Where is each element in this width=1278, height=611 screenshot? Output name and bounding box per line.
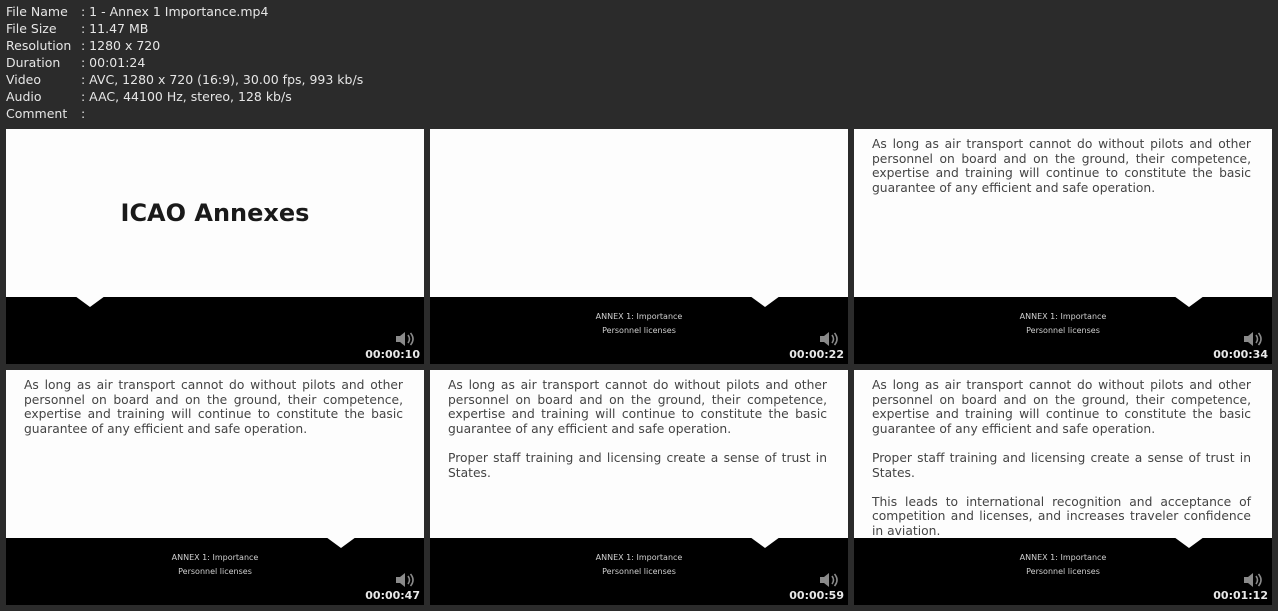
meta-key: File Size <box>6 21 57 36</box>
slide-text <box>872 378 1251 553</box>
slide-paragraph: As long as air transport cannot do without pilots and other personnel on board and on the ground, their competence, expertise and training will continue to constitute the basic guarantee of any efficient and safe operation. <box>24 378 403 436</box>
meta-row-resolution <box>6 37 363 54</box>
video-thumbnail[interactable] <box>430 129 848 364</box>
footer-heading: ANNEX 1: Importance <box>171 553 259 562</box>
footer-subheading: Personnel licenses <box>1026 567 1100 576</box>
slide-paragraph: Proper staff training and licensing create a sense of trust in States. <box>872 450 1251 480</box>
slide-paragraph: As long as air transport cannot do without pilots and other personnel on board and on the ground, their competence, expertise and training will continue to constitute the basic guarantee of any efficient and safe operation. <box>448 378 827 436</box>
meta-value: : AAC, 44100 Hz, stereo, 128 kb/s <box>81 89 292 104</box>
meta-key: Duration <box>6 55 61 70</box>
meta-row-comment <box>6 105 363 122</box>
meta-value: : 00:01:24 <box>81 55 146 70</box>
slide-footer-bar <box>854 297 1272 364</box>
notch-shape <box>75 296 105 307</box>
timestamp: 00:00:59 <box>789 589 844 602</box>
meta-row-file-size <box>6 20 363 37</box>
footer-caption <box>430 310 848 338</box>
footer-caption <box>854 310 1272 338</box>
footer-subheading: Personnel licenses <box>1026 326 1100 335</box>
video-thumbnail[interactable] <box>854 370 1272 605</box>
slide-footer-bar <box>6 297 424 364</box>
meta-key: Video <box>6 72 42 87</box>
footer-heading: ANNEX 1: Importance <box>1019 312 1107 321</box>
timestamp: 00:01:12 <box>1213 589 1268 602</box>
meta-value: : <box>81 106 86 121</box>
slide-text <box>872 137 1251 210</box>
meta-key: Comment <box>6 106 68 121</box>
video-thumbnail[interactable] <box>430 370 848 605</box>
slide-footer-bar <box>430 297 848 364</box>
meta-value: : 11.47 MB <box>81 21 149 36</box>
meta-row-video <box>6 71 363 88</box>
thumbnail-grid <box>6 129 1272 605</box>
slide-text <box>448 378 827 495</box>
footer-subheading: Personnel licenses <box>602 567 676 576</box>
notch-shape <box>1174 296 1204 307</box>
timestamp: 00:00:22 <box>789 348 844 361</box>
footer-caption <box>430 551 848 579</box>
slide-paragraph: As long as air transport cannot do without pilots and other personnel on board and on the ground, their competence, expertise and training will continue to constitute the basic guarantee of any efficient and safe operation. <box>872 137 1251 195</box>
timestamp: 00:00:10 <box>365 348 420 361</box>
footer-heading: ANNEX 1: Importance <box>1019 553 1107 562</box>
video-thumbnail[interactable] <box>6 370 424 605</box>
meta-value: : AVC, 1280 x 720 (16:9), 30.00 fps, 993 kb/s <box>81 72 364 87</box>
footer-caption <box>6 551 424 579</box>
meta-value: : 1 - Annex 1 Importance.mp4 <box>81 4 269 19</box>
meta-value: : 1280 x 720 <box>81 38 161 53</box>
slide-footer-bar <box>430 538 848 605</box>
timestamp: 00:00:34 <box>1213 348 1268 361</box>
slide-paragraph: As long as air transport cannot do without pilots and other personnel on board and on the ground, their competence, expertise and training will continue to constitute the basic guarantee of any efficient and safe operation. <box>872 378 1251 436</box>
meta-key: Resolution <box>6 38 72 53</box>
footer-caption <box>854 551 1272 579</box>
video-thumbnail[interactable] <box>6 129 424 364</box>
notch-shape <box>750 296 780 307</box>
footer-subheading: Personnel licenses <box>602 326 676 335</box>
footer-subheading: Personnel licenses <box>178 567 252 576</box>
meta-row-audio <box>6 88 363 105</box>
slide-paragraph: This leads to international recognition and acceptance of competition and licenses, and increases traveler confidence in aviation. <box>872 494 1251 538</box>
notch-shape <box>326 537 356 548</box>
slide-title: ICAO Annexes <box>120 199 310 227</box>
slide-paragraph: Proper staff training and licensing create a sense of trust in States. <box>448 450 827 480</box>
notch-shape <box>1174 537 1204 548</box>
meta-key: File Name <box>6 4 68 19</box>
slide-footer-bar <box>854 538 1272 605</box>
slide-text <box>24 378 403 451</box>
timestamp: 00:00:47 <box>365 589 420 602</box>
slide-footer-bar <box>6 538 424 605</box>
meta-key: Audio <box>6 89 42 104</box>
meta-row-file-name <box>6 3 363 20</box>
meta-row-duration <box>6 54 363 71</box>
file-info <box>6 3 363 122</box>
footer-heading: ANNEX 1: Importance <box>595 553 683 562</box>
footer-heading: ANNEX 1: Importance <box>595 312 683 321</box>
notch-shape <box>750 537 780 548</box>
video-thumbnail[interactable] <box>854 129 1272 364</box>
